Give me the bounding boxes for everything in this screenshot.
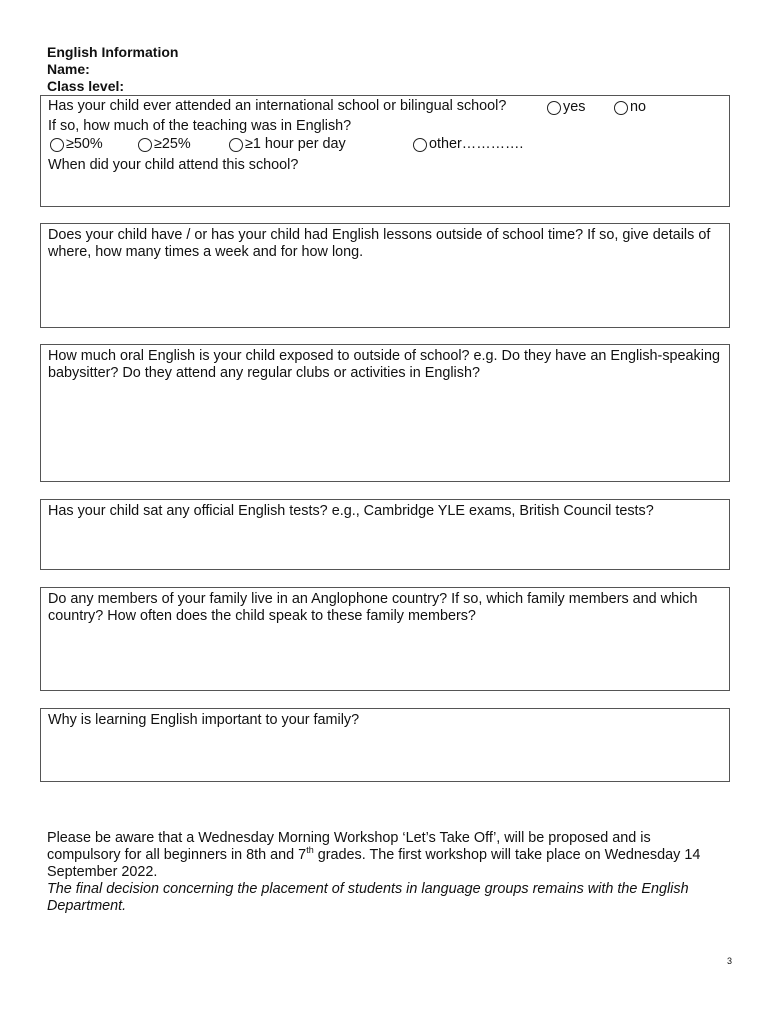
option-other[interactable] — [413, 136, 523, 153]
class-level-label: Class level: — [47, 78, 125, 94]
question-importance: Why is learning English important to your family? — [48, 712, 360, 728]
question-box-importance[interactable] — [40, 708, 730, 782]
question-when-attended: When did your child attend this school? — [48, 157, 299, 173]
question-box-lessons[interactable] — [40, 223, 730, 328]
question-official-tests: Has your child sat any official English tests? e.g., Cambridge YLE exams, British Council tests? — [48, 503, 654, 519]
notice-superscript: th — [306, 845, 314, 856]
radio-no-icon[interactable] — [614, 101, 628, 115]
option-1-hour[interactable] — [229, 136, 346, 153]
question-box-oral-exposure[interactable] — [40, 344, 730, 482]
option-no-label: no — [630, 99, 647, 115]
workshop-notice — [47, 830, 727, 915]
option-yes-label: yes — [563, 99, 586, 115]
question-box-international-school — [40, 95, 730, 207]
option-25-percent[interactable] — [138, 136, 191, 153]
notice-part-1: Please be aware that a Wednesday Morning Workshop ‘Let’s Take Off’, will be proposed and is compulsory for all beginners in 8th and 7 — [47, 830, 651, 863]
option-50-percent[interactable] — [50, 136, 103, 153]
option-yes[interactable] — [547, 99, 585, 116]
question-oral-exposure: How much oral English is your child exposed to outside of school? e.g. Do they have an English-speaking babysitter? Do they attend any regular clubs or activities in English? — [48, 348, 720, 381]
option-1-hour-label: ≥1 hour per day — [245, 136, 346, 152]
page-number: 3 — [727, 956, 733, 966]
radio-25-percent-icon[interactable] — [138, 138, 152, 152]
question-family-abroad: Do any members of your family live in an Anglophone country? If so, which family members and which country? How often does the child speak to these family members? — [48, 591, 698, 624]
option-no[interactable] — [614, 99, 646, 116]
radio-1-hour-icon[interactable] — [229, 138, 243, 152]
question-box-official-tests[interactable] — [40, 499, 730, 570]
option-other-label: other…………. — [429, 136, 524, 152]
question-english-share: If so, how much of the teaching was in English? — [48, 118, 352, 134]
form-title: English Information — [47, 44, 179, 60]
option-25-percent-label: ≥25% — [154, 136, 191, 152]
placement-note: The final decision concerning the placement of students in language groups remains with the English Department. — [47, 881, 689, 914]
radio-other-icon[interactable] — [413, 138, 427, 152]
question-international-school: Has your child ever attended an international school or bilingual school? — [48, 98, 507, 114]
name-label: Name: — [47, 61, 90, 77]
option-50-percent-label: ≥50% — [66, 136, 103, 152]
question-lessons: Does your child have / or has your child had English lessons outside of school time? If so, give details of where, how many times a week and for how long. — [48, 227, 711, 260]
question-box-family-abroad[interactable] — [40, 587, 730, 691]
workshop-notice-text — [47, 830, 727, 881]
radio-yes-icon[interactable] — [547, 101, 561, 115]
notice-part-2: grades. The first workshop will take place on Wednesday 14 September 2022. — [47, 847, 701, 880]
radio-50-percent-icon[interactable] — [50, 138, 64, 152]
